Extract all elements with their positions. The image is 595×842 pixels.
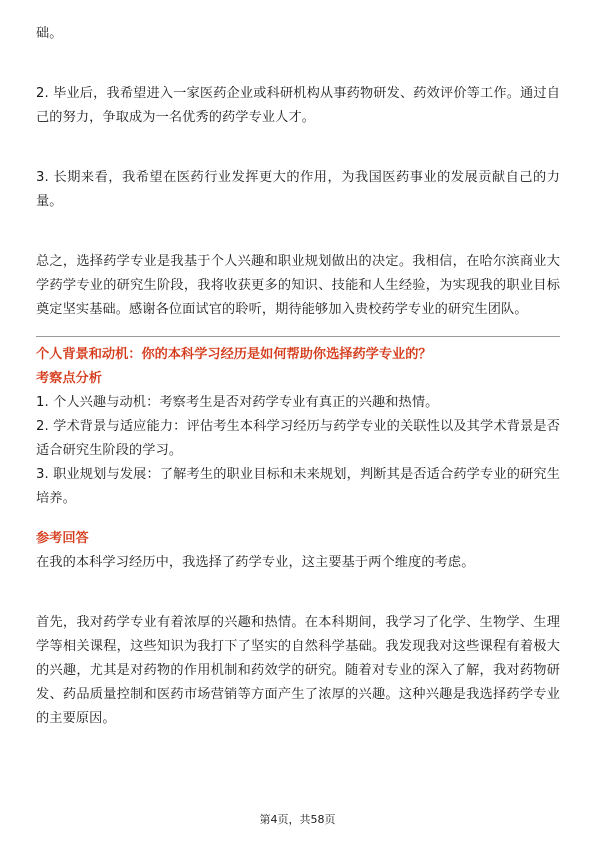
question-heading: 个人背景和动机：你的本科学习经历是如何帮助你选择药学专业的？ [36, 347, 432, 362]
summary-paragraph: 总之，选择药学专业是我基于个人兴趣和职业规划做出的决定。我相信，在哈尔滨商业大学药学专业的研究生阶段，我将收获更多的知识、技能和人生经验，为实现我的职业目标奠定坚实基础。感谢各位面试官的聆听，期待能够加入贵校药学专业的研究生团队。 [36, 254, 560, 317]
section-divider [36, 336, 560, 337]
answer-paragraph: 首先，我对药学专业有着浓厚的兴趣和热情。在本科期间，我学习了化学、生物学、生理学等相关课程，这些知识为我打下了坚实的自然科学基础。我发现我对这些课程有着极大的兴趣，尤其是对药物的作用机制和药效学的研究。随着对专业的深入了解，我对药物研发、药品质量控制和医药市场营销等方面产生了浓厚的兴趣。这种兴趣是我选择药学专业的主要原因。 [36, 615, 560, 726]
answer-intro: 在我的本科学习经历中，我选择了药学专业，这主要基于两个维度的考虑。 [36, 555, 475, 570]
analysis-item: 2. 学术背景与适应能力：评估考生本科学习经历与药学专业的关联性以及其学术背景是否适合研究生阶段的学习。 [36, 419, 560, 458]
analysis-title: 考察点分析 [36, 371, 102, 386]
page-number: 第4页，共58页 [259, 813, 336, 826]
list-item: 2. 毕业后，我希望进入一家医药企业或科研机构从事药物研发、药效评价等工作。通过自己的努力，争取成为一名优秀的药学专业人才。 [36, 86, 560, 125]
continuation-text: 础。 [36, 26, 63, 41]
answer-title: 参考回答 [36, 531, 89, 546]
list-item: 3. 长期来看，我希望在医药行业发挥更大的作用，为我国医药事业的发展贡献自己的力量。 [36, 170, 560, 209]
document-page [36, 22, 560, 731]
analysis-item: 3. 职业规划与发展：了解考生的职业目标和未来规划，判断其是否适合药学专业的研究生培养。 [36, 467, 560, 506]
analysis-item: 1. 个人兴趣与动机：考察考生是否对药学专业有真正的兴趣和热情。 [36, 395, 439, 410]
